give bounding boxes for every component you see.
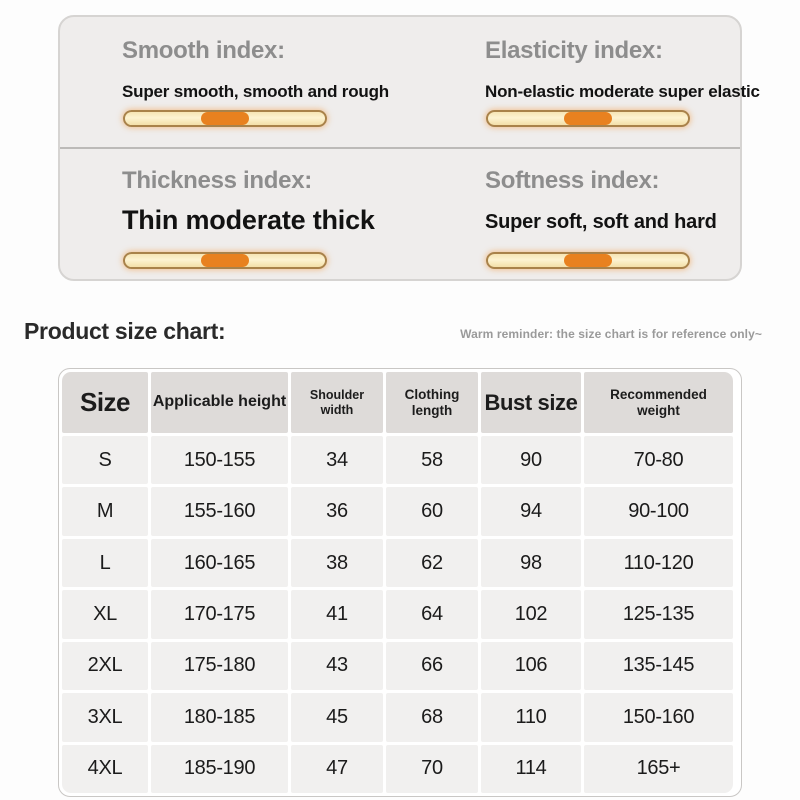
table-cell: 98 [481, 539, 581, 587]
thickness-index-block [122, 167, 467, 283]
reminder-note: Warm reminder: the size chart is for reference only~ [460, 327, 762, 341]
table-cell: 90-100 [584, 487, 733, 535]
col-header-size: Size [62, 372, 148, 433]
table-cell: 175-180 [151, 642, 288, 690]
gauge-fill-segment [564, 254, 612, 267]
col-header-recommended-weight: Recommended weight [584, 372, 733, 433]
elasticity-index-scale: Non-elastic moderate super elastic [485, 82, 760, 101]
table-cell: 125-135 [584, 590, 733, 638]
size-label-cell: L [62, 539, 148, 587]
size-label-cell: S [62, 436, 148, 484]
thickness-index-gauge [123, 252, 327, 269]
table-cell: 165+ [584, 745, 733, 793]
table-cell: 155-160 [151, 487, 288, 535]
table-cell: 170-175 [151, 590, 288, 638]
table-cell: 64 [386, 590, 478, 638]
table-cell: 68 [386, 693, 478, 741]
table-cell: 58 [386, 436, 478, 484]
smooth-index-block [122, 37, 467, 147]
size-label-cell: 3XL [62, 693, 148, 741]
size-table [58, 368, 742, 797]
table-cell: 60 [386, 487, 478, 535]
size-label-cell: M [62, 487, 148, 535]
softness-index-title: Softness index: [485, 167, 660, 194]
table-cell: 114 [481, 745, 581, 793]
page-title: Product size chart: [24, 318, 226, 344]
table-cell: 180-185 [151, 693, 288, 741]
gauge-fill-segment [564, 112, 612, 125]
thickness-index-scale: Thin moderate thick [122, 205, 375, 235]
table-cell: 70-80 [584, 436, 733, 484]
gauge-fill-segment [201, 254, 249, 267]
table-cell: 36 [291, 487, 383, 535]
table-cell: 135-145 [584, 642, 733, 690]
table-cell: 41 [291, 590, 383, 638]
fabric-index-panel [58, 15, 760, 281]
table-cell: 47 [291, 745, 383, 793]
size-label-cell: 2XL [62, 642, 148, 690]
table-cell: 160-165 [151, 539, 288, 587]
size-label-cell: XL [62, 590, 148, 638]
softness-index-block [485, 167, 755, 283]
col-header-shoulder-width: Shoulder width [291, 372, 383, 433]
table-cell: 150-155 [151, 436, 288, 484]
table-cell: 34 [291, 436, 383, 484]
table-cell: 90 [481, 436, 581, 484]
table-cell: 62 [386, 539, 478, 587]
table-cell: 102 [481, 590, 581, 638]
elasticity-index-title: Elasticity index: [485, 37, 663, 64]
table-cell: 110 [481, 693, 581, 741]
table-cell: 106 [481, 642, 581, 690]
elasticity-index-gauge [486, 110, 690, 127]
col-header-clothing-length: Clothing length [386, 372, 478, 433]
thickness-index-title: Thickness index: [122, 167, 312, 194]
table-cell: 66 [386, 642, 478, 690]
elasticity-index-block [485, 37, 760, 147]
size-label-cell: 4XL [62, 745, 148, 793]
col-header-bust-size: Bust size [481, 372, 581, 433]
table-cell: 94 [481, 487, 581, 535]
softness-index-scale: Super soft, soft and hard [485, 211, 717, 233]
table-cell: 70 [386, 745, 478, 793]
smooth-index-gauge [123, 110, 327, 127]
table-cell: 45 [291, 693, 383, 741]
table-cell: 43 [291, 642, 383, 690]
table-cell: 185-190 [151, 745, 288, 793]
table-cell: 150-160 [584, 693, 733, 741]
smooth-index-title: Smooth index: [122, 37, 285, 64]
smooth-index-scale: Super smooth, smooth and rough [122, 82, 389, 101]
softness-index-gauge [486, 252, 690, 269]
table-cell: 38 [291, 539, 383, 587]
panel-divider [60, 147, 740, 149]
col-header-applicable-height: Applicable height [151, 372, 288, 433]
table-cell: 110-120 [584, 539, 733, 587]
gauge-fill-segment [201, 112, 249, 125]
size-chart-header [0, 318, 800, 352]
